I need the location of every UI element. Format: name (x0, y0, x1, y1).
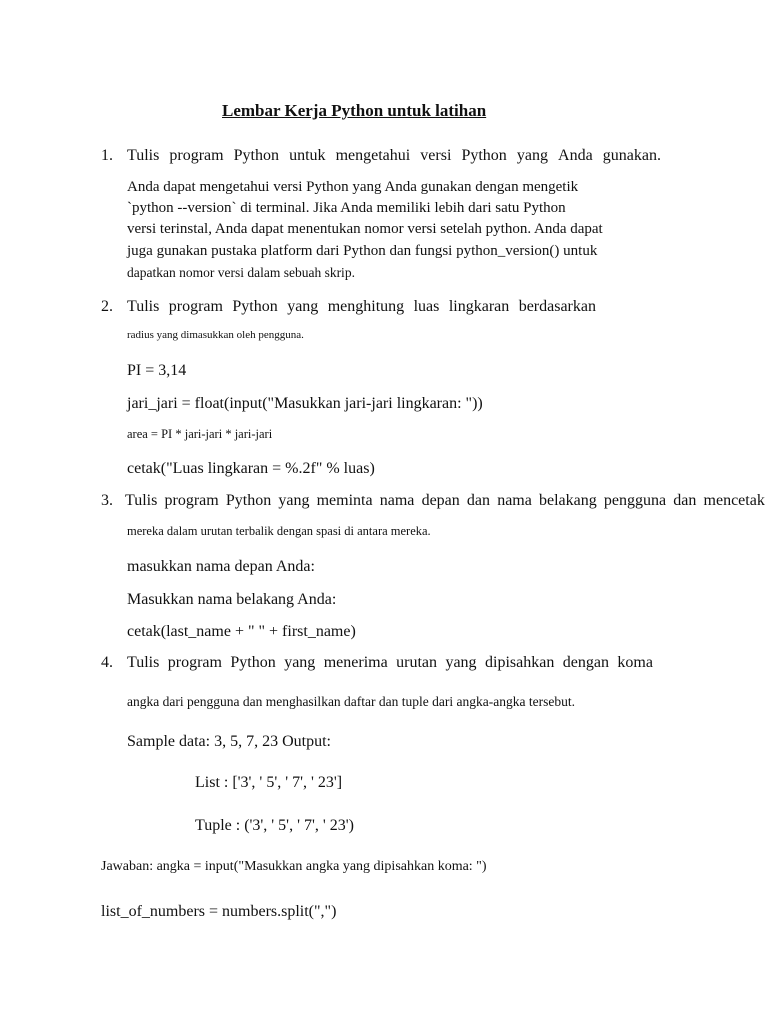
q3-heading (125, 493, 765, 509)
heading-word: yang (516, 147, 548, 164)
q1-number: 1. (101, 147, 113, 164)
heading-word: Python (233, 147, 279, 164)
heading-word: yang (287, 298, 319, 315)
heading-word: Python (230, 654, 276, 671)
heading-word: berdasarkan (518, 298, 596, 315)
heading-word: yang (278, 492, 310, 509)
q1-line-1: Anda dapat mengetahui versi Python yang Anda gunakan dengan mengetik (127, 179, 579, 195)
heading-word: luas (413, 298, 440, 315)
answer-line-1: Jawaban: angka = input("Masukkan angka yang dipisahkan koma: ") (101, 859, 487, 874)
answer-line-2: list_of_numbers = numbers.split(",") (101, 903, 337, 920)
q2-code-2: jari_jari = float(input("Masukkan jari-jari lingkaran: ")) (127, 395, 483, 412)
q3-number: 3. (101, 492, 113, 509)
heading-word: lingkaran (448, 298, 510, 315)
heading-word: gunakan. (602, 147, 661, 164)
q3-code-2: Masukkan nama belakang Anda: (127, 591, 337, 608)
q4-list: List : ['3', ' 5', ' 7', ' 23'] (195, 774, 343, 791)
heading-word: dan (673, 492, 697, 509)
q2-sub: radius yang dimasukkan oleh pengguna. (127, 329, 304, 341)
heading-word: urutan (396, 654, 438, 671)
heading-word: depan (421, 492, 460, 509)
heading-word: Python (225, 492, 272, 509)
heading-word: dengan (562, 654, 609, 671)
q1-line-5: dapatkan nomor versi dalam sebuah skrip. (127, 265, 355, 280)
heading-word: versi (420, 147, 452, 164)
q4-heading (127, 655, 653, 671)
heading-word: menghitung (327, 298, 405, 315)
q3-sub: mereka dalam urutan terbalik dengan spasi di antara mereka. (127, 524, 431, 538)
heading-word: dipisahkan (485, 654, 555, 671)
heading-word: pengguna (603, 492, 667, 509)
heading-word: Tulis (127, 654, 160, 671)
q4-number: 4. (101, 654, 113, 671)
q2-code-4: cetak("Luas lingkaran = %.2f" % luas) (127, 460, 375, 477)
q2-heading (127, 299, 596, 315)
heading-word: Tulis (127, 147, 160, 164)
q1-line-2: `python --version` di terminal. Jika Anda memiliki lebih dari satu Python (127, 200, 566, 216)
heading-word: program (167, 654, 222, 671)
heading-word: menerima (323, 654, 388, 671)
q4-sub: angka dari pengguna dan menghasilkan daftar dan tuple dari angka-angka tersebut. (127, 694, 575, 709)
heading-word: Python (461, 147, 507, 164)
q2-number: 2. (101, 298, 113, 315)
q3-code-1: masukkan nama depan Anda: (127, 558, 315, 575)
heading-word: dan (466, 492, 491, 509)
q2-code-3: area = PI * jari-jari * jari-jari (127, 427, 273, 441)
heading-word: nama (379, 492, 415, 509)
heading-word: Tulis (125, 492, 158, 509)
heading-word: program (168, 298, 223, 315)
heading-word: yang (284, 654, 316, 671)
heading-word: Python (232, 298, 278, 315)
q4-sample: Sample data: 3, 5, 7, 23 Output: (127, 733, 331, 750)
heading-word: Anda (558, 147, 593, 164)
q1-line-4: juga gunakan pustaka platform dari Python dan fungsi python_version() untuk (127, 243, 598, 259)
heading-word: nama (497, 492, 532, 509)
heading-word: program (164, 492, 219, 509)
q1-heading (127, 148, 661, 164)
heading-word: koma (617, 654, 653, 671)
heading-word: untuk (289, 147, 326, 164)
q1-line-3: versi terinstal, Anda dapat menentukan nomor versi setelah python. Anda dapat (127, 221, 603, 237)
q3-code-3: cetak(last_name + " " + first_name) (127, 623, 356, 640)
q2-code-1: PI = 3,14 (127, 362, 187, 379)
heading-word: meminta (316, 492, 373, 509)
q4-tuple: Tuple : ('3', ' 5', ' 7', ' 23') (195, 817, 354, 834)
heading-word: belakang (539, 492, 597, 509)
heading-word: mengetahui (335, 147, 411, 164)
heading-word: program (169, 147, 224, 164)
page-title: Lembar Kerja Python untuk latihan (222, 101, 487, 120)
heading-word: mencetak (703, 492, 765, 509)
heading-word: yang (445, 654, 477, 671)
heading-word: Tulis (127, 298, 160, 315)
